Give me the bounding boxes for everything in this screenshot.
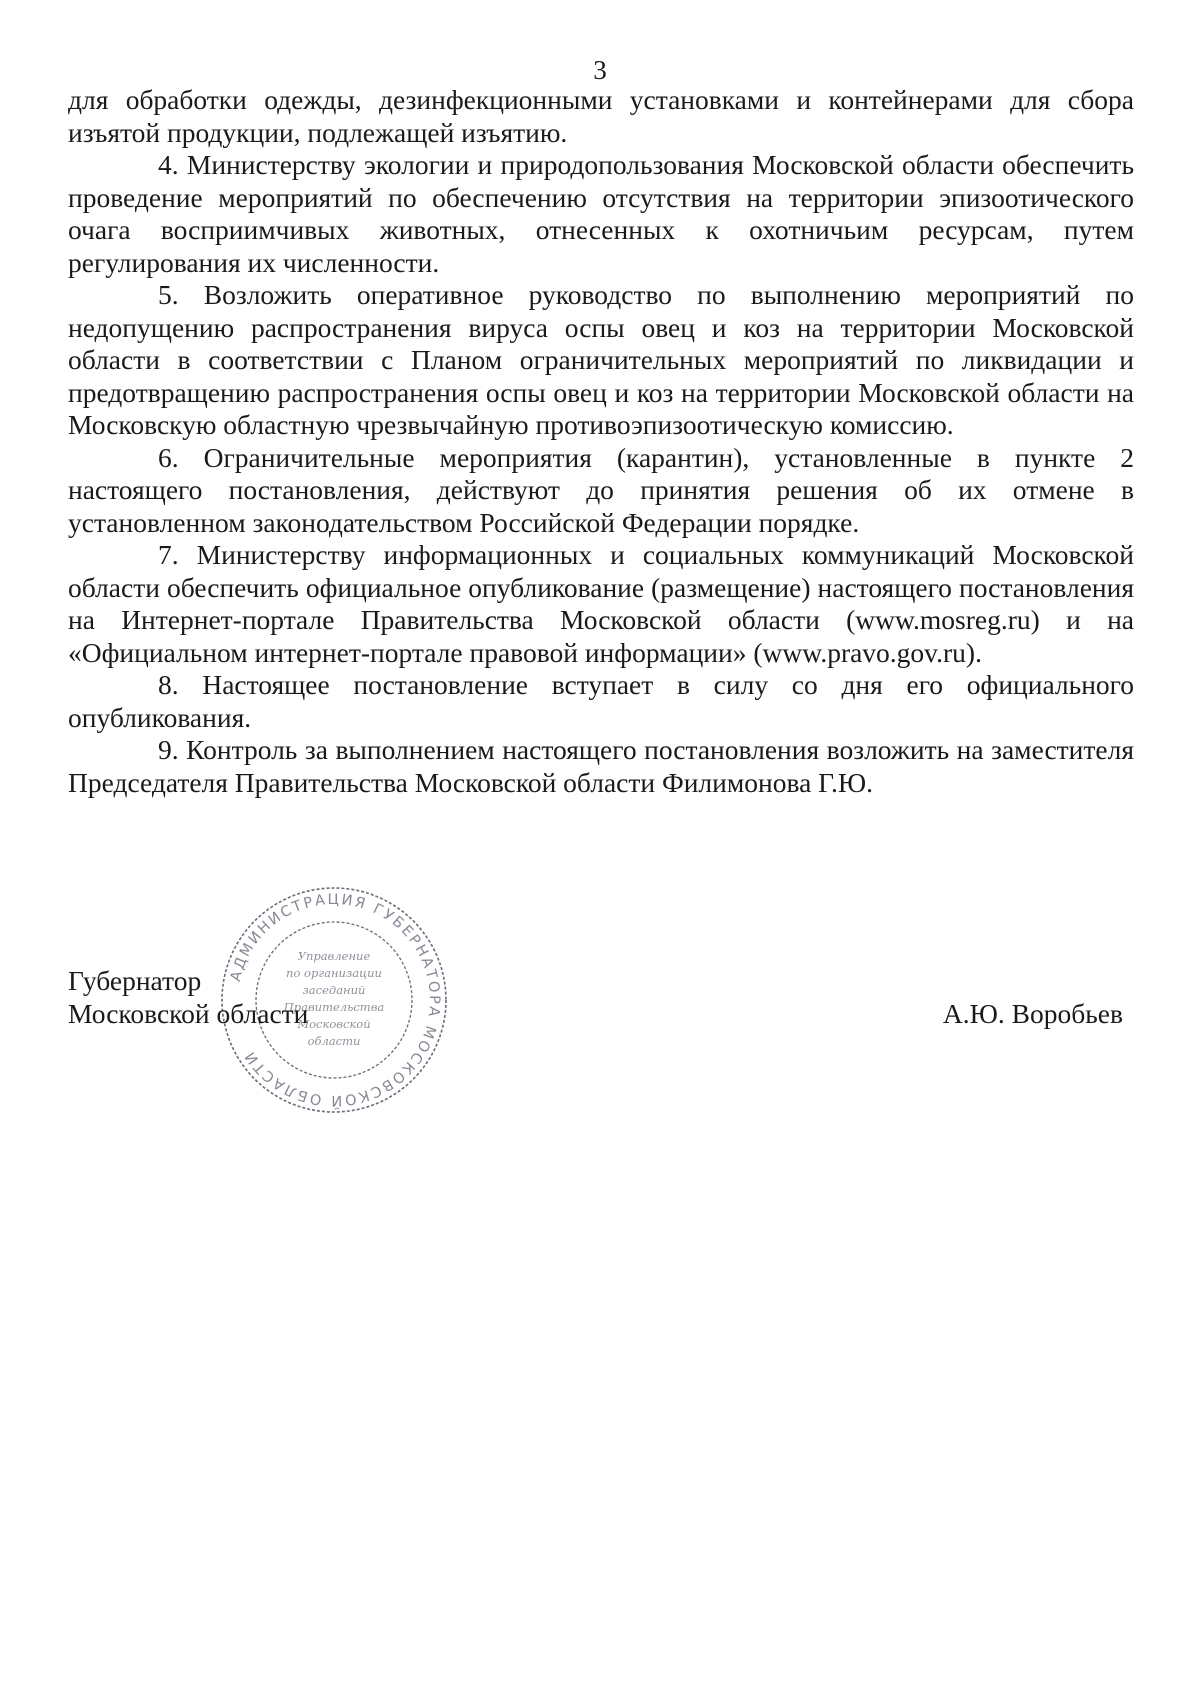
signatory-title-line1: Губернатор	[68, 965, 202, 996]
stamp-inner-line: Правительства	[283, 1000, 385, 1014]
paragraph-item-4: 4. Министерству экологии и природопользования Московской области обеспечить проведение мероприятий по обеспечению отсутствия на территории эпизоотического очага восприимчивых животных, отнесенных к охотничьим ресурсам, путем регулирования их численности.	[68, 149, 1134, 278]
paragraph-item-7: 7. Министерству информационных и социальных коммуникаций Московской области обеспечить официальное опубликование (размещение) настоящего постановления на Интернет-портале Правительства Московской области (www.mosreg.ru) и на «Официальном интернет-портале правовой информации» (www.pravo.gov.ru).	[68, 539, 1134, 668]
stamp-inner-line: Управление	[297, 949, 371, 963]
signatory-title	[68, 964, 308, 1030]
paragraph-continuation: для обработки одежды, дезинфекционными установками и контейнерами для сбора изъятой продукции, подлежащей изъятию.	[68, 84, 1134, 148]
signatory-name: А.Ю. Воробьев	[942, 998, 1123, 1029]
page-number: 3	[593, 55, 607, 85]
signatory-title-line2: Московской области	[68, 998, 309, 1029]
stamp-inner-line: заседаний	[302, 983, 366, 997]
stamp-inner-line: области	[307, 1034, 361, 1048]
paragraph-item-6: 6. Ограничительные мероприятия (карантин), установленные в пункте 2 настоящего постановления, действуют до принятия решения об их отмене в установленном законодательством Российской Федерации порядке.	[68, 441, 1134, 538]
paragraph-item-8: 8. Настоящее постановление вступает в силу со дня его официального опубликования.	[68, 669, 1134, 733]
document-body	[68, 84, 1134, 799]
stamp-inner-line: Московской	[297, 1017, 371, 1031]
stamp-inner-line: по организации	[286, 966, 382, 980]
stamp-outer-text: АДМИНИСТРАЦИЯ ГУБЕРНАТОРА МОСКОВСКОЙ ОБЛАСТИ	[227, 891, 443, 1109]
paragraph-item-5: 5. Возложить оперативное руководство по выполнению мероприятий по недопущению распространения вируса оспы овец и коз на территории Московской области в соответствии с Планом ограничительных мероприятий по ликвидации и предотвращению распространения оспы овец и коз на территории Московской области на Московскую областную чрезвычайную противоэпизоотическую комиссию.	[68, 279, 1134, 440]
paragraph-item-9: 9. Контроль за выполнением настоящего постановления возложить на заместителя Председателя Правительства Московской области Филимонова Г.Ю.	[68, 734, 1134, 798]
